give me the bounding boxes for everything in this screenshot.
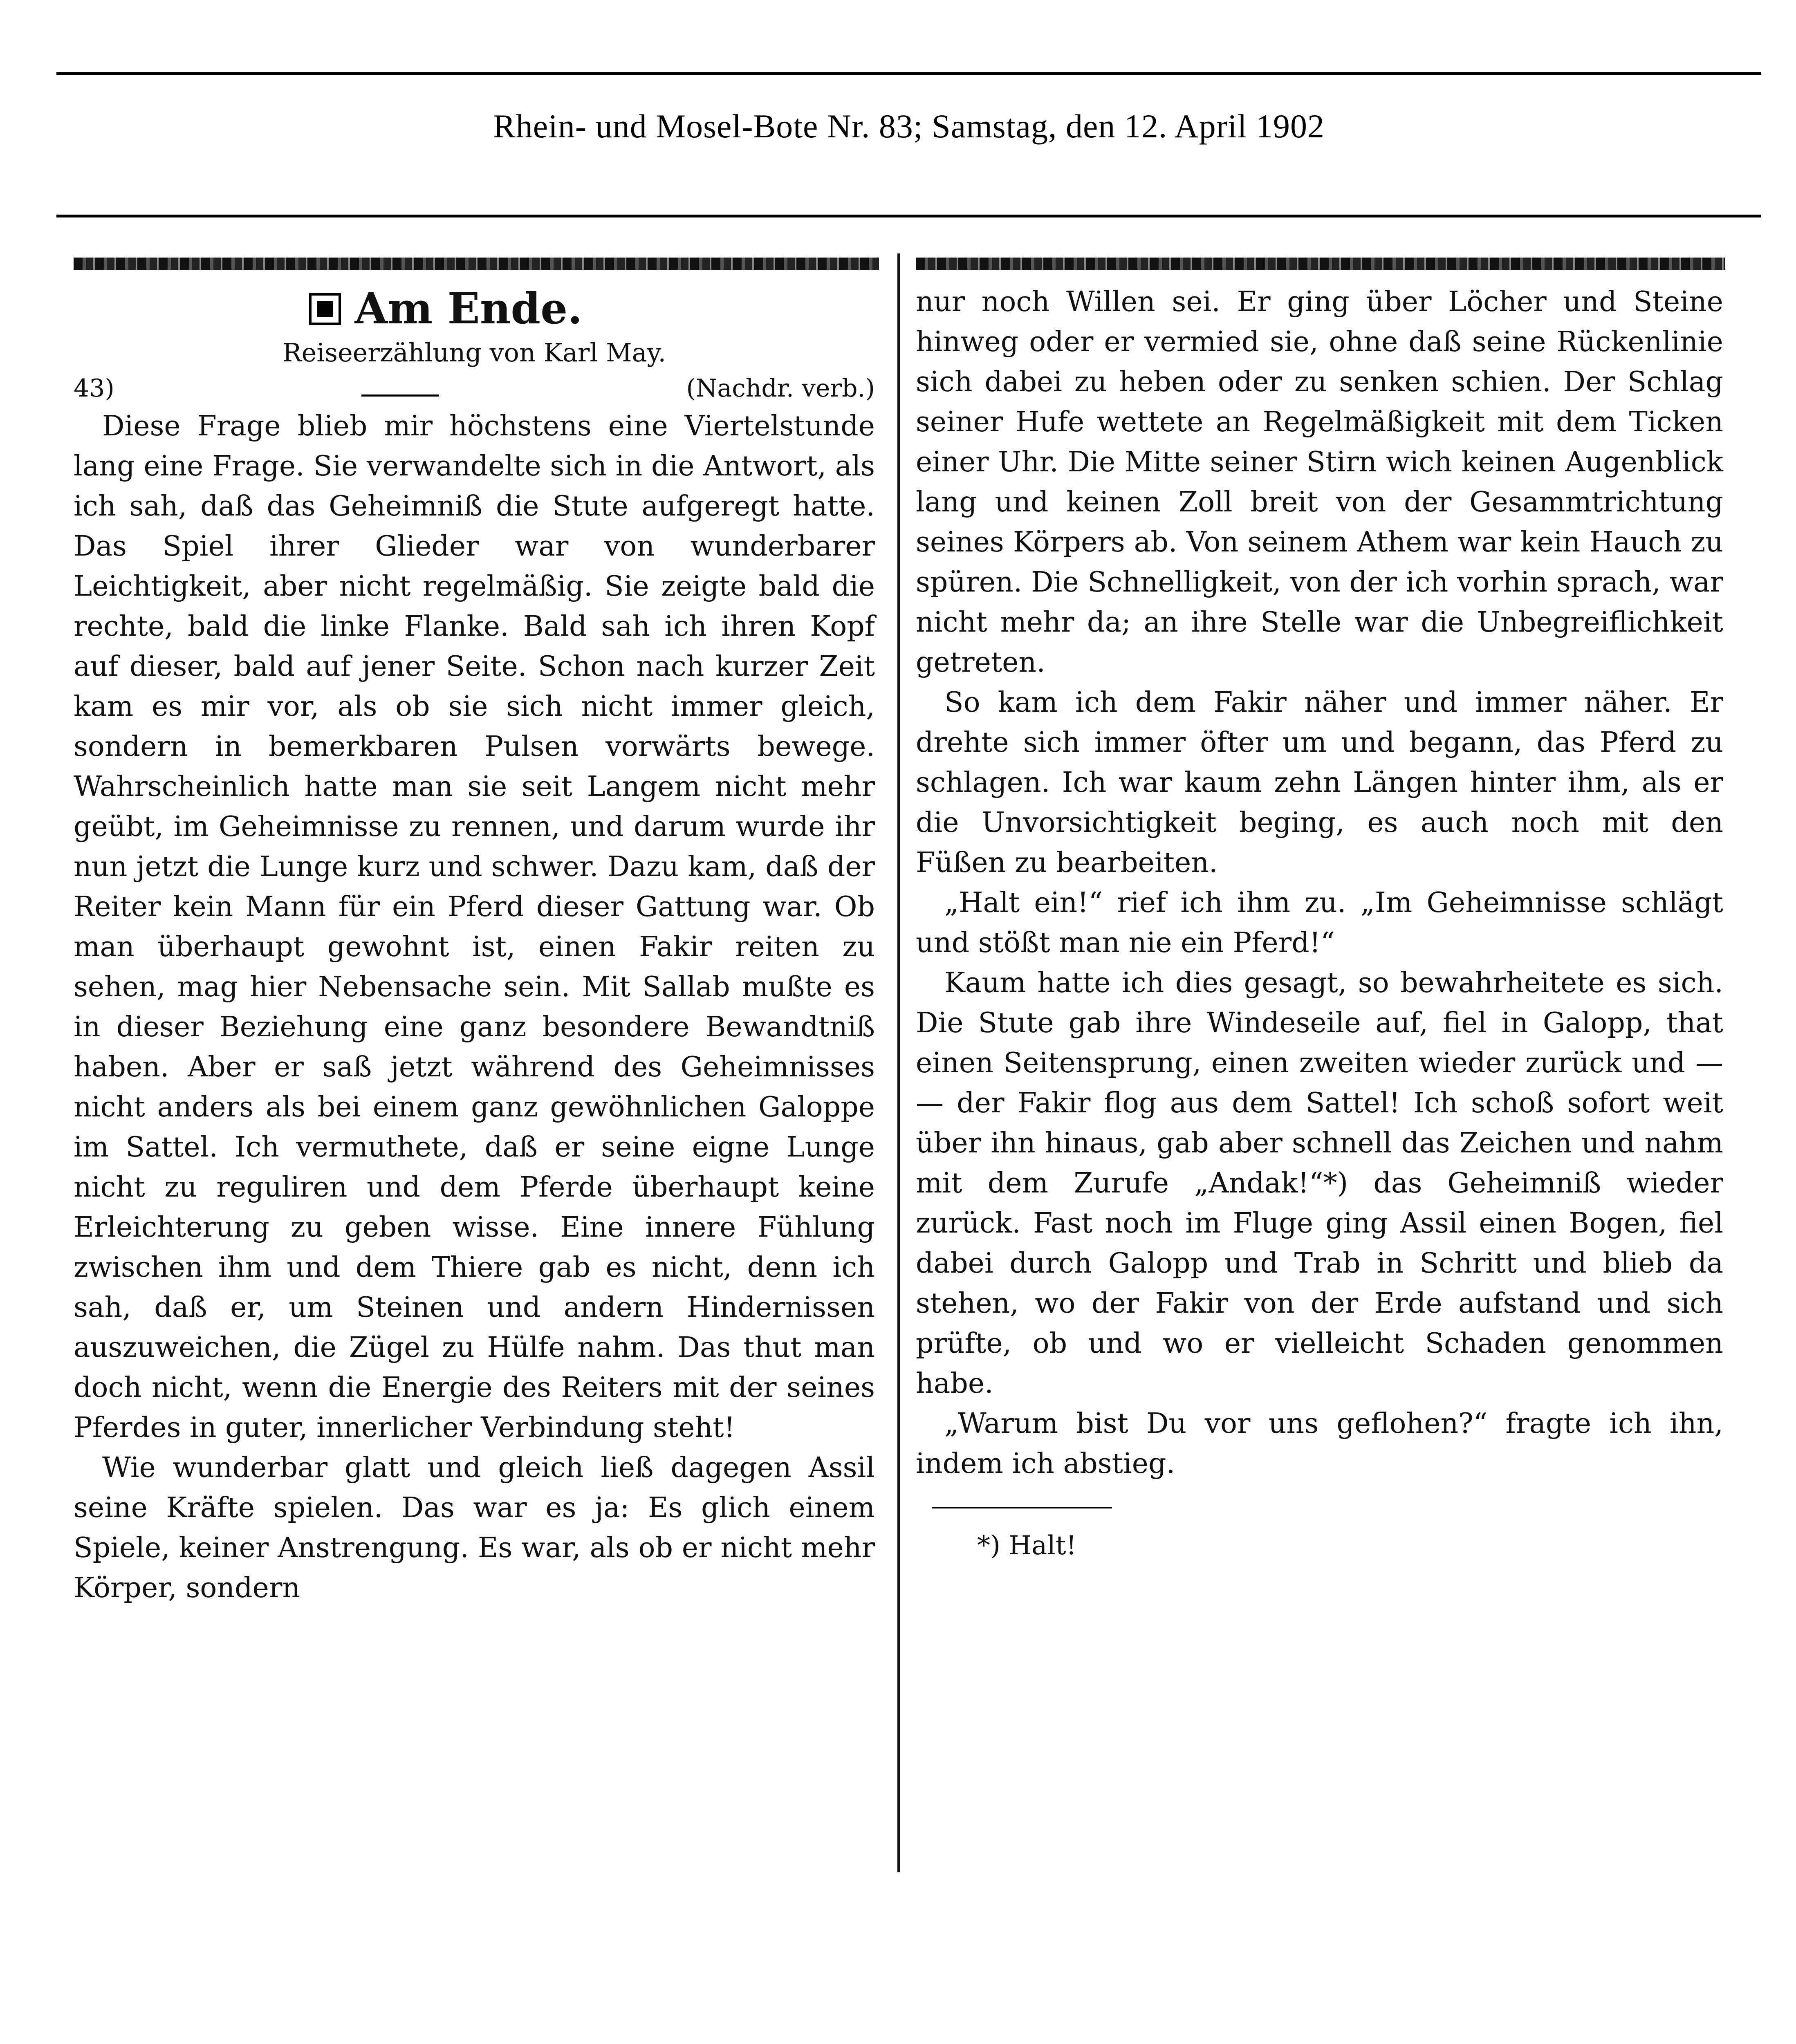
paragraph: Kaum hatte ich dies gesagt, so bewahrheitete es sich. Die Stute gab ihre Windeseile auf, fiel in Galopp, that einen Seitensprung, einen zweiten wieder zurück und — — der Fakir flog aus dem Sattel! Ich schoß sofort weit über ihn hinaus, gab aber schnell das Zeichen und nahm mit dem Zurufe „Andak!“*) das Geheimniß wieder zurück. Fast noch im Fluge ging Assil einen Bogen, fiel dabei durch Galopp und Trab in Schritt und blieb da stehen, wo der Fakir von der Erde aufstand und sich prüfte, ob und wo er vielleicht Schaden genommen habe. [916,967,1723,1400]
paragraph: So kam ich dem Fakir näher und immer näher. Er drehte sich immer öfter um und begann, das Pferd zu schlagen. Ich war kaum zehn Längen hinter ihm, als er die Unvorsichtigkeit beging, es auch noch mit den Füßen zu bearbeiten. [916,686,1723,879]
title-box-icon [309,293,341,325]
ornamental-bar-right [916,258,1725,270]
paragraph: Wie wunderbar glatt und gleich ließ dagegen Assil seine Kräfte spielen. Das war es ja: Es glich einem Spiele, keiner Anstrengung. Es war, als ob er nicht mehr Körper, sondern [74,1452,875,1604]
article-subtitle: Reiseerzählung von Karl May. [282,338,666,368]
ornamental-bar-left [74,258,879,270]
article-title-row [16,282,875,335]
column-divider [897,253,900,1872]
installment-line [74,370,875,406]
paragraph: nur noch Willen sei. Er ging über Löcher und Steine hinweg oder er vermied sie, ohne daß seine Rückenlinie sich dabei zu heben oder zu senken schien. Der Schlag seiner Hufe wettete an Regelmäßigkeit mit dem Ticken einer Uhr. Die Mitte seiner Stirn wich keinen Augenblick lang und keinen Zoll breit von der Gesammtrichtung seines Körpers ab. Von seinem Athem war kein Hauch zu spüren. Die Schnelligkeit, von der ich vorhin sprach, war nicht mehr da; an ihre Stelle war die Unbegreiflichkeit getreten. [916,286,1723,679]
text-column-left [74,282,875,1608]
installment-number: 43) [74,374,114,403]
text-column-right [916,282,1723,1566]
running-header: Rhein- und Mosel-Bote Nr. 83; Samstag, den 12. April 1902 [493,108,1325,145]
paragraph: Diese Frage blieb mir höchstens eine Viertelstunde lang eine Frage. Sie verwandelte sich in die Antwort, als ich sah, daß das Geheimniß die Stute aufgeregt hatte. Das Spiel ihrer Glieder war von wunderbarer Leichtigkeit, aber nicht regelmäßig. Sie zeigte bald die rechte, bald die linke Flanke. Bald sah ich ihren Kopf auf dieser, bald auf jener Seite. Schon nach kurzer Zeit kam es mir vor, als ob sie sich nicht immer gleich, sondern in bemerkbaren Pulsen vorwärts bewege. Wahrscheinlich hatte man sie seit Langem nicht mehr geübt, im Geheimnisse zu rennen, und darum wurde ihr nun jetzt die Lunge kurz und schwer. Dazu kam, daß der Reiter kein Mann für ein Pferd dieser Gattung war. Ob man überhaupt gewohnt ist, einen Fakir reiten zu sehen, mag hier Nebensache sein. Mit Sallab mußte es in dieser Beziehung eine ganz besondere Bewandtniß haben. Aber er saß jetzt während des Geheimnisses nicht anders als bei einem ganz gewöhnlichen Galoppe im Sattel. Ich vermuthete, daß er seine eigne Lunge nicht zu reguliren und dem Pferde überhaupt keine Erleichterung zu geben wisse. Eine innere Fühlung zwischen ihm und dem Thiere gab es nicht, denn ich sah, daß er, um Steinen und andern Hindernissen auszuweichen, die Zügel zu Hülfe nahm. Das thut man doch nicht, wenn die Energie des Reiters mit der seines Pferdes in guter, innerlicher Verbindung steht! [74,410,875,1444]
installment-dash [361,394,439,397]
top-rule [56,72,1761,75]
header-bottom-rule [56,215,1761,217]
footnote: *) Halt! [977,1531,1077,1561]
article-title: Am Ende. [354,283,583,334]
reprint-note: (Nachdr. verb.) [686,374,875,403]
footnote-rule [932,1507,1112,1508]
paragraph: „Warum bist Du vor uns geflohen?“ fragte ich ihn, indem ich abstieg. [916,1407,1723,1480]
paragraph: „Halt ein!“ rief ich ihm zu. „Im Geheimnisse schlägt und stößt man nie ein Pferd!“ [916,887,1723,959]
